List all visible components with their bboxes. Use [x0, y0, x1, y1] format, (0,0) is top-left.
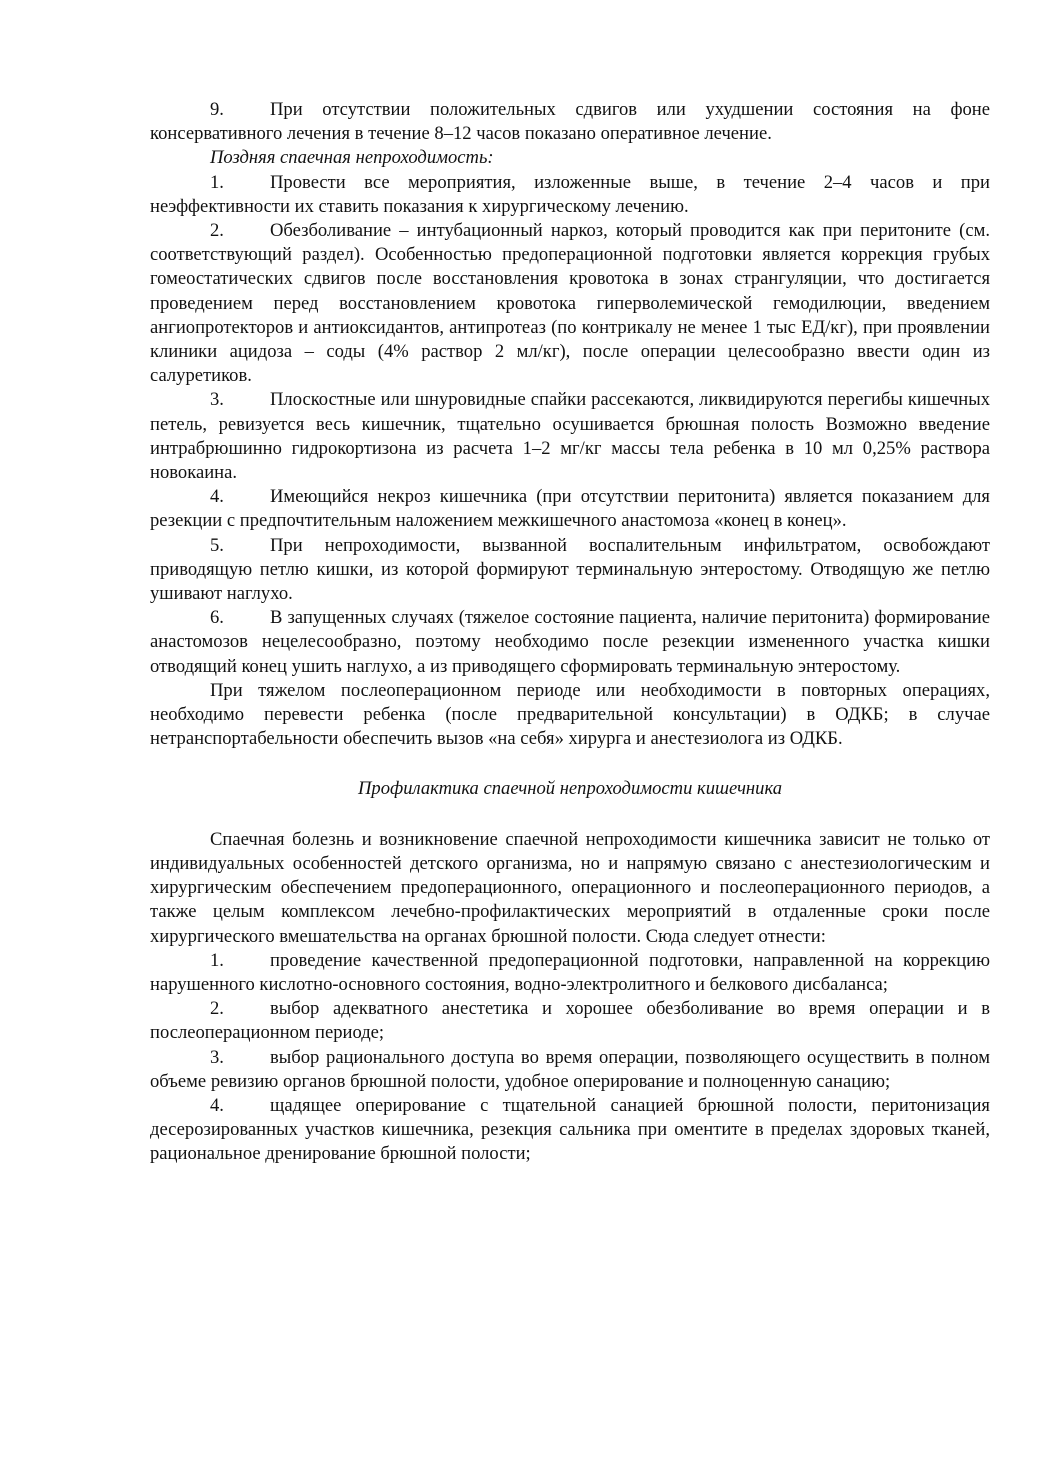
section-title: Профилактика спаечной непроходимости кишечника	[358, 778, 782, 800]
item-number: 3.	[210, 1046, 224, 1068]
list-item	[150, 606, 990, 679]
list-item	[150, 219, 990, 388]
document-page	[150, 98, 990, 1167]
item-text: Провести все мероприятия, изложенные выше, в течение 2–4 часов и при неэффективности их ставить показания к хирургическому лечению.	[150, 171, 990, 217]
note-paragraph: При тяжелом послеоперационном периоде или необходимости в повторных операциях, необходимо перевести ребенка (после предварительной консультации) в ОДКБ; в случае нетранспортабельности обеспечить вызов «на себя» хирурга и анестезиолога из ОДКБ.	[150, 679, 990, 750]
subsection-heading: Поздняя спаечная непроходимость:	[210, 147, 494, 169]
list-item	[150, 534, 990, 607]
list-item	[150, 98, 990, 146]
list-item	[150, 485, 990, 533]
item-text: Плоскостные или шнуровидные спайки рассекаются, ликвидируются перегибы кишечных петель, ревизуется весь кишечник, тщательно осушивается брюшная полость Возможно введение интрабрюшинно гидрокортизона из расчета 1–2 мг/кг массы тела ребенка в 10 мл 0,25% раствора новокаина.	[150, 389, 990, 484]
item-text: Обезболивание – интубационный наркоз, который проводится как при перитоните (см. соответствующий раздел). Особенностью предоперационной подготовки является коррекция грубых гомеостатических сдвигов после восстановления кровотока в зонах странгуляции, что достигается проведением перед восстановлением кровотока гиперволемической гемодилюции, введением ангиопротекторов и антиоксидантов, антипротеаз (по контрикалу не менее 1 тыс ЕД/кг), при проявлении клиники ацидоза – соды (4% раствор 2 мл/кг), после операции целесообразно ввести один из салуретиков.	[150, 220, 990, 387]
item-text: При непроходимости, вызванной воспалительным инфильтратом, освобождают приводящую петлю кишки, из которой формируют терминальную энтеростому. Отводящую же петлю ушивают наглухо.	[150, 534, 990, 605]
intro-paragraph: Спаечная болезнь и возникновение спаечной непроходимости кишечника зависит не только от индивидуальных особенностей детского организма, но и напрямую связано с анестезиологическим и хирургическим обеспечением предоперационного, операционного и послеоперационного периодов, а также целым комплексом лечебно-профилактических мероприятий в отдаленные сроки после хирургического вмешательства на органах брюшной полости. Сюда следует отнести:	[150, 828, 990, 947]
item-text: проведение качественной предоперационной подготовки, направленной на коррекцию нарушенного кислотно-основного состояния, водно-электролитного и белкового дисбаланса;	[150, 949, 990, 995]
item-number: 4.	[210, 486, 224, 508]
item-number: 1.	[210, 171, 224, 193]
item-text: Имеющийся некроз кишечника (при отсутствии перитонита) является показанием для резекции с предпочтительным наложением межкишечного анастомоза «конец в конец».	[150, 486, 990, 532]
item-number: 4.	[210, 1094, 224, 1116]
item-number: 2.	[210, 220, 224, 242]
item-text: При отсутствии положительных сдвигов или ухудшении состояния на фоне консервативного лечения в течение 8–12 часов показано оперативное лечение.	[150, 99, 990, 145]
item-number: 2.	[210, 998, 224, 1020]
item-number: 1.	[210, 949, 224, 971]
list-item	[150, 949, 990, 997]
list-item	[150, 388, 990, 485]
item-text: выбор адекватного анестетика и хорошее обезболивание во время операции и в послеоперационном периоде;	[150, 998, 990, 1044]
item-text: выбор рационального доступа во время операции, позволяющего осуществить в полном объеме ревизию органов брюшной полости, удобное оперирование и полноценную санацию;	[150, 1046, 990, 1092]
list-item	[150, 997, 990, 1045]
item-text: щадящее оперирование с тщательной санацией брюшной полости, перитонизация десерозированных участков кишечника, резекция сальника при оментите в пределах здоровых тканей, рациональное дренирование брюшной полости;	[150, 1094, 990, 1165]
list-item	[150, 1046, 990, 1094]
list-item	[150, 1094, 990, 1167]
item-number: 6.	[210, 607, 224, 629]
item-number: 3.	[210, 389, 224, 411]
item-number: 5.	[210, 534, 224, 556]
item-number: 9.	[210, 99, 224, 120]
list-item	[150, 171, 990, 219]
item-text: В запущенных случаях (тяжелое состояние пациента, наличие перитонита) формирование анастомозов нецелесообразно, поэтому необходимо после резекции измененного участка кишки отводящий конец ушить наглухо, а из приводящего сформировать терминальную энтеростому.	[150, 607, 990, 677]
